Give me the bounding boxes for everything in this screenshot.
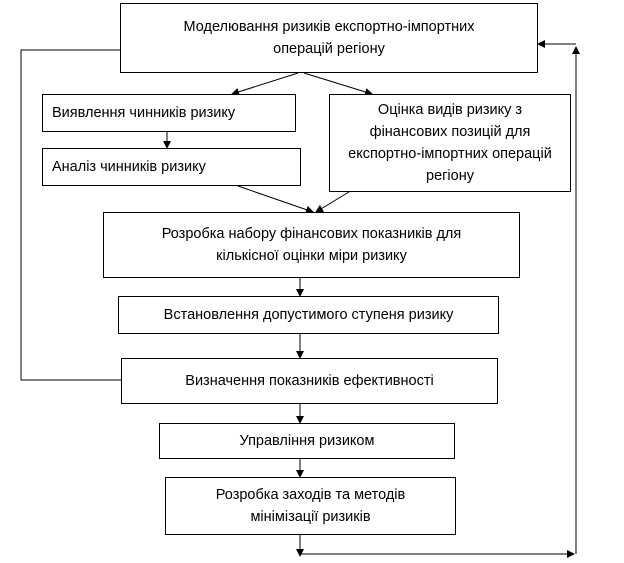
- box-minimization-label: Розробка заходів та методів мінімізації ризиків: [215, 487, 406, 525]
- box-modeling: [120, 3, 538, 73]
- box-identification: [42, 94, 296, 132]
- box-indicators-set: [103, 212, 520, 278]
- box-management: [159, 423, 455, 459]
- box-assessment-label: Оцінка видів ризику з фінансових позицій для експортно-імпортних операцій регіону: [348, 102, 552, 184]
- arrow-modeling-to-assessment: [304, 73, 372, 94]
- box-efficiency-label: Визначення показників ефективності: [185, 373, 434, 389]
- box-analysis-label: Аналіз чинників ризику: [52, 159, 206, 175]
- box-analysis: [42, 148, 301, 186]
- box-management-label: Управління ризиком: [239, 433, 375, 449]
- box-modeling-label: Моделювання ризиків експортно-імпортних операцій регіону: [183, 19, 475, 57]
- box-indicators-set-label: Розробка набору фінансових показників для кількісної оцінки міри ризику: [161, 226, 462, 264]
- box-efficiency: [121, 358, 498, 404]
- box-minimization: [165, 477, 456, 535]
- arrow-analysis-to-indicators: [238, 186, 313, 212]
- box-acceptable-level: [118, 296, 499, 334]
- box-identification-label: Виявлення чинників ризику: [52, 105, 236, 121]
- box-acceptable-level-label: Встановлення допустимого ступеня ризику: [163, 307, 454, 323]
- box-assessment: [329, 94, 571, 192]
- arrow-modeling-to-identification: [232, 73, 298, 94]
